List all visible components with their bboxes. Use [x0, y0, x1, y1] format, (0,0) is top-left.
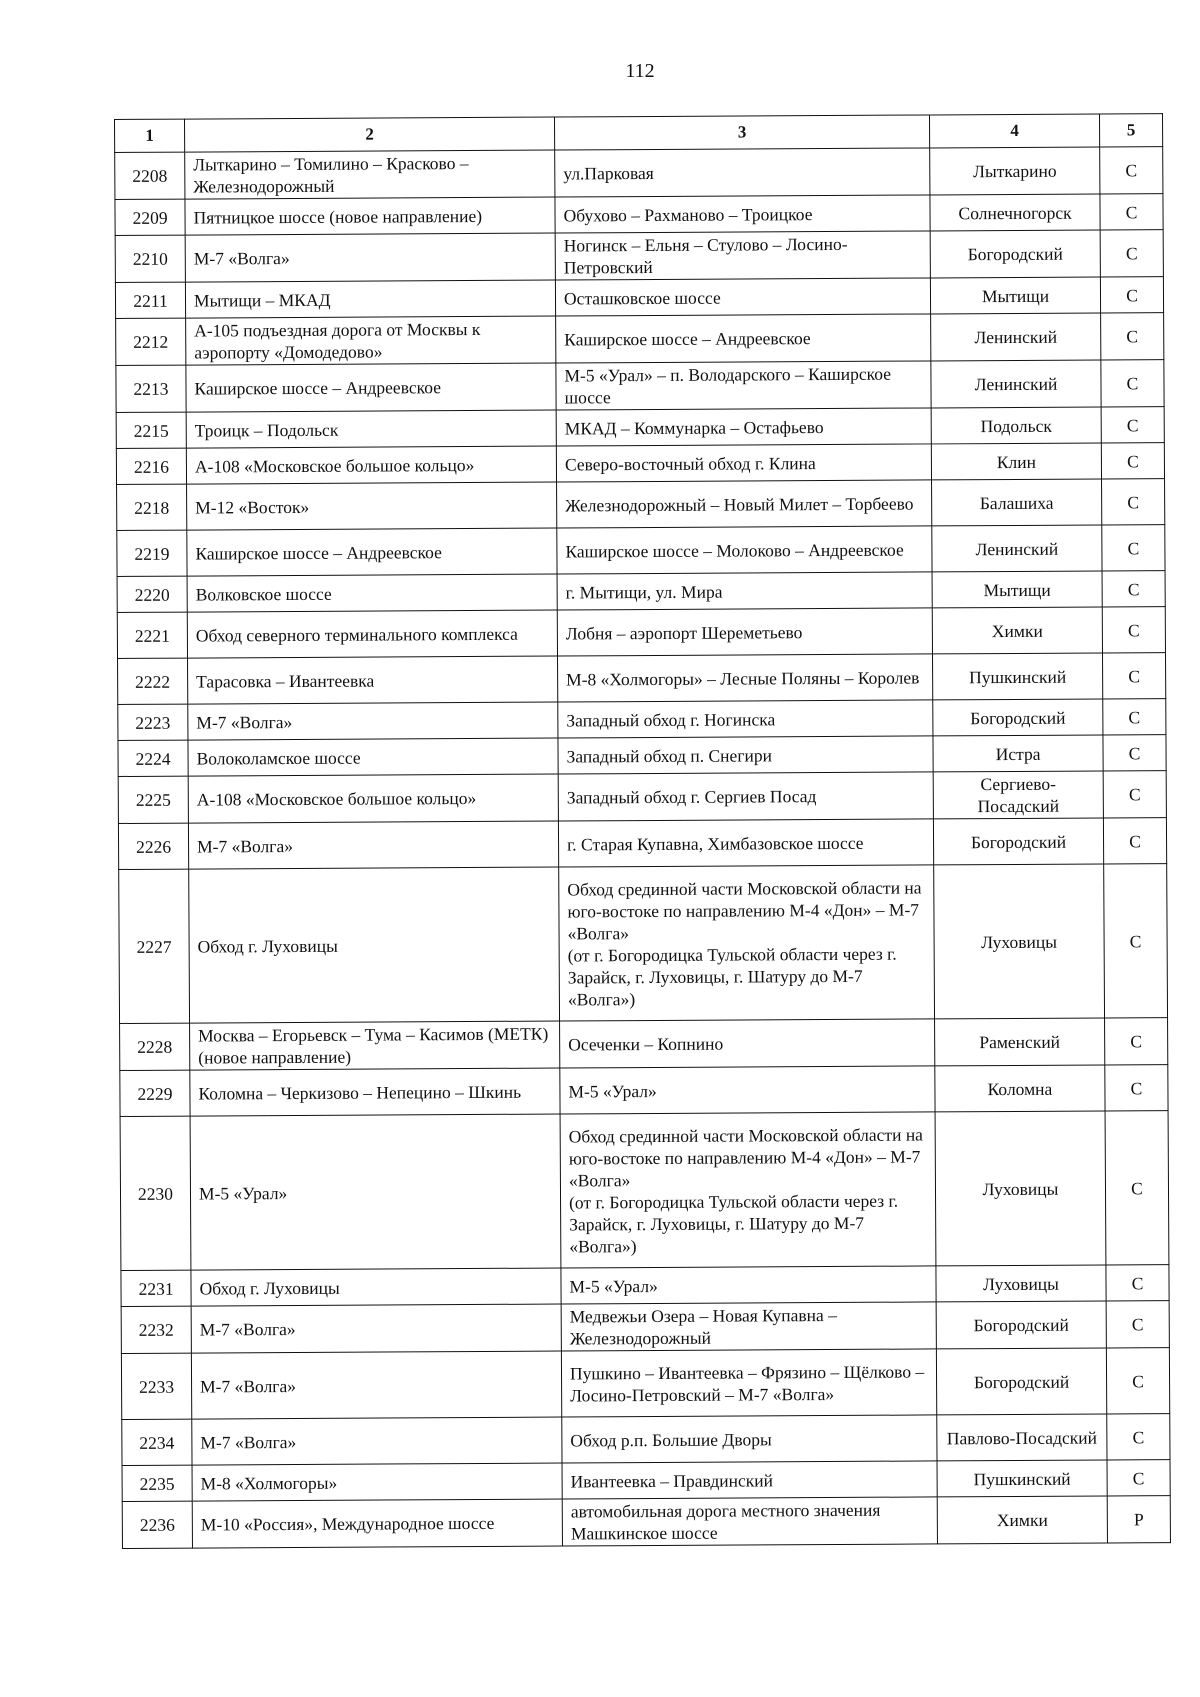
- row-section: Обход срединной части Московской области на юго-востоке по направлению М-4 «Дон» – М-7 «Волга» (от г. Богородицка Тульской области через г. Зарайск, г. Луховицы, г. Шатуру до М-7 «Волга»): [560, 1112, 936, 1268]
- row-district: Ленинский: [931, 360, 1101, 408]
- row-category: С: [1103, 771, 1166, 818]
- row-category: С: [1101, 443, 1164, 479]
- row-district: Сергиево-Посадский: [933, 771, 1103, 819]
- row-road: М-8 «Холмогоры»: [192, 1463, 562, 1501]
- table-row: [117, 571, 1165, 613]
- row-number: 2215: [116, 412, 186, 448]
- table-row: [116, 443, 1164, 485]
- row-road: А-108 «Московское большое кольцо»: [186, 446, 556, 484]
- row-district: Пушкинский: [937, 1460, 1107, 1497]
- table-row: [120, 1065, 1168, 1117]
- row-number: 2222: [118, 658, 188, 704]
- row-category: С: [1102, 479, 1165, 525]
- row-district: Богородский: [936, 1301, 1106, 1349]
- row-road: Волковское шоссе: [187, 574, 557, 612]
- row-category: С: [1105, 1111, 1169, 1265]
- table-row: [121, 1265, 1169, 1307]
- row-section: автомобильная дорога местного значения Машкинское шоссе: [562, 1497, 937, 1546]
- row-number: 2229: [120, 1070, 190, 1116]
- row-category: С: [1107, 1414, 1170, 1460]
- row-section: Обухово – Рахманово – Троицкое: [555, 195, 930, 233]
- row-district: Богородский: [930, 230, 1100, 278]
- row-road: М-7 «Волга»: [188, 702, 558, 740]
- row-category: С: [1106, 1301, 1169, 1348]
- row-section: М-5 «Урал»: [561, 1266, 936, 1304]
- row-category: С: [1105, 1065, 1168, 1111]
- row-road: А-105 подъездная дорога от Москвы к аэропорту «Домодедово»: [186, 316, 556, 365]
- row-number: 2209: [115, 199, 185, 235]
- roads-table: [114, 113, 1171, 1549]
- row-number: 2226: [118, 823, 188, 869]
- row-district: Ленинский: [931, 313, 1101, 361]
- row-road: Обход северного терминального комплекса: [187, 610, 557, 658]
- row-section: Западный обход г. Сергиев Посад: [558, 772, 933, 821]
- table-row: [121, 1301, 1169, 1354]
- table-row: [122, 1460, 1170, 1502]
- row-district: Химки: [937, 1496, 1107, 1544]
- row-district: Раменский: [935, 1018, 1105, 1066]
- table-row: [117, 479, 1165, 531]
- table-row: [115, 147, 1163, 200]
- row-category: С: [1102, 653, 1165, 699]
- row-category: С: [1107, 1460, 1170, 1496]
- row-category: С: [1104, 864, 1168, 1018]
- row-section: М-8 «Холмогоры» – Лесные Поляны – Королев: [558, 654, 933, 702]
- row-road: М-7 «Волга»: [191, 1304, 561, 1353]
- row-district: Богородский: [933, 818, 1103, 865]
- row-number: 2212: [116, 318, 186, 365]
- row-category: С: [1101, 360, 1164, 407]
- row-road: Каширское шоссе – Андреевское: [186, 363, 556, 412]
- table-row: [117, 525, 1165, 577]
- column-header-category: 5: [1099, 114, 1162, 147]
- table-row: [115, 194, 1163, 236]
- row-district: Луховицы: [934, 864, 1105, 1019]
- row-district: Павлово-Посадский: [937, 1414, 1107, 1461]
- row-number: 2221: [117, 612, 187, 658]
- row-section: Пушкино – Ивантеевка – Фрязино – Щёлково – Лосино-Петровский – М-7 «Волга»: [561, 1349, 936, 1417]
- row-number: 2235: [122, 1465, 192, 1501]
- table-row: [115, 230, 1163, 283]
- row-number: 2216: [116, 448, 186, 484]
- row-district: Истра: [933, 735, 1103, 772]
- row-category: С: [1103, 699, 1166, 735]
- row-district: Лыткарино: [930, 147, 1100, 195]
- row-district: Мытищи: [930, 277, 1100, 314]
- row-road: Каширское шоссе – Андреевское: [187, 528, 557, 576]
- row-district: Луховицы: [936, 1265, 1106, 1302]
- row-road: Волоколамское шоссе: [188, 738, 558, 776]
- row-section: Осташковское шоссе: [555, 278, 930, 316]
- row-category: С: [1103, 818, 1166, 864]
- row-district: Луховицы: [935, 1111, 1106, 1266]
- column-header-section: 3: [554, 115, 929, 150]
- table-row: [118, 818, 1166, 870]
- row-number: 2234: [122, 1419, 192, 1465]
- row-section: ул.Парковая: [555, 148, 930, 197]
- row-road: М-5 «Урал»: [190, 1114, 561, 1270]
- row-number: 2223: [118, 704, 188, 740]
- row-number: 2224: [118, 740, 188, 776]
- page-number: 112: [625, 60, 655, 82]
- row-category: С: [1101, 313, 1164, 360]
- row-number: 2236: [122, 1501, 192, 1548]
- table-row: [116, 407, 1164, 449]
- row-section: Медвежьи Озера – Новая Купавна – Железнодорожный: [561, 1302, 936, 1351]
- table-row: [118, 699, 1166, 741]
- row-category: С: [1101, 407, 1164, 443]
- row-road: Обход г. Луховицы: [191, 1268, 561, 1306]
- row-category: С: [1102, 525, 1165, 571]
- row-section: Западный обход п. Снегири: [558, 736, 933, 774]
- row-road: М-7 «Волга»: [188, 821, 558, 869]
- row-number: 2230: [120, 1116, 191, 1270]
- row-category: С: [1102, 607, 1165, 653]
- table-row: [122, 1414, 1170, 1466]
- table-row: [116, 313, 1164, 366]
- row-road: М-7 «Волга»: [191, 1351, 561, 1419]
- row-number: 2219: [117, 530, 187, 576]
- row-road: М-7 «Волга»: [185, 233, 555, 282]
- row-section: Западный обход г. Ногинска: [558, 700, 933, 738]
- row-category: С: [1100, 277, 1163, 313]
- row-category: С: [1105, 1018, 1168, 1065]
- table-row: [122, 1496, 1170, 1549]
- row-section: М-5 «Урал»: [560, 1066, 935, 1114]
- column-header-number: 1: [115, 119, 185, 152]
- row-number: 2213: [116, 365, 186, 412]
- row-section: г. Старая Купавна, Химбазовское шоссе: [558, 819, 933, 867]
- table-row: [120, 1018, 1168, 1071]
- table-row: [116, 360, 1164, 413]
- row-road: Коломна – Черкизово – Непецино – Шкинь: [190, 1068, 560, 1116]
- table-row: [115, 277, 1163, 319]
- row-section: Железнодорожный – Новый Милет – Торбеево: [557, 480, 932, 528]
- row-district: Подольск: [931, 407, 1101, 444]
- row-district: Ленинский: [932, 525, 1102, 572]
- row-number: 2225: [118, 776, 188, 823]
- row-district: Коломна: [935, 1065, 1105, 1112]
- row-section: Каширское шоссе – Молоково – Андреевское: [557, 526, 932, 574]
- table-row: [119, 864, 1168, 1024]
- row-number: 2228: [120, 1023, 190, 1070]
- row-category: С: [1102, 571, 1165, 607]
- table-row: [118, 771, 1166, 824]
- row-category: Р: [1107, 1496, 1170, 1543]
- row-district: Балашиха: [932, 479, 1102, 526]
- row-number: 2231: [121, 1270, 191, 1306]
- column-header-district: 4: [929, 114, 1099, 148]
- row-category: С: [1106, 1348, 1169, 1414]
- table-row: [121, 1348, 1169, 1420]
- row-number: 2211: [115, 282, 185, 318]
- row-section: Каширское шоссе – Андреевское: [556, 314, 931, 363]
- row-road: Мытищи – МКАД: [185, 280, 555, 318]
- row-number: 2232: [121, 1306, 191, 1353]
- row-road: Троицк – Подольск: [186, 410, 556, 448]
- row-road: Обход г. Луховицы: [189, 867, 560, 1023]
- row-district: Солнечногорск: [930, 194, 1100, 231]
- table-body: [115, 147, 1171, 1549]
- row-number: 2233: [121, 1353, 191, 1419]
- row-section: Осеченки – Копнино: [560, 1019, 935, 1068]
- row-category: С: [1106, 1265, 1169, 1301]
- row-district: Клин: [931, 443, 1101, 480]
- row-number: 2208: [115, 152, 185, 199]
- row-section: М-5 «Урал» – п. Володарского – Каширское шоссе: [556, 361, 931, 410]
- row-number: 2227: [119, 869, 190, 1023]
- table-row: [120, 1111, 1169, 1271]
- row-road: Тарасовка – Ивантеевка: [188, 656, 558, 704]
- row-section: Обход р.п. Большие Дворы: [562, 1415, 937, 1463]
- row-section: г. Мытищи, ул. Мира: [557, 572, 932, 610]
- row-section: Лобня – аэропорт Шереметьево: [557, 608, 932, 656]
- column-header-road: 2: [185, 117, 555, 152]
- row-district: Мытищи: [932, 571, 1102, 608]
- row-road: Москва – Егорьевск – Тума – Касимов (МЕТК) (новое направление): [190, 1021, 560, 1070]
- row-category: С: [1100, 147, 1163, 194]
- row-category: С: [1103, 735, 1166, 771]
- row-category: С: [1100, 230, 1163, 277]
- row-road: Лыткарино – Томилино – Красково – Железнодорожный: [185, 150, 555, 199]
- row-section: Ногинск – Ельня – Стулово – Лосино-Петровский: [555, 231, 930, 280]
- row-district: Химки: [932, 607, 1102, 654]
- table-row: [118, 653, 1166, 705]
- table-row: [117, 607, 1165, 659]
- row-road: М-7 «Волга»: [192, 1417, 562, 1465]
- row-district: Богородский: [936, 1348, 1106, 1415]
- table-row: [118, 735, 1166, 777]
- row-section: Обход срединной части Московской области на юго-востоке по направлению М-4 «Дон» – М-7 «Волга» (от г. Богородицка Тульской области через г. Зарайск, г. Луховицы, г. Шатуру до М-7 «Волга»): [559, 865, 935, 1021]
- row-category: С: [1100, 194, 1163, 230]
- row-road: М-12 «Восток»: [187, 482, 557, 530]
- row-section: Северо-восточный обход г. Клина: [556, 444, 931, 482]
- row-section: МКАД – Коммунарка – Остафьево: [556, 408, 931, 446]
- row-number: 2210: [115, 235, 185, 282]
- row-number: 2220: [117, 576, 187, 612]
- row-district: Богородский: [933, 699, 1103, 736]
- row-road: А-108 «Московское большое кольцо»: [188, 774, 558, 823]
- row-number: 2218: [117, 484, 187, 530]
- row-road: М-10 «Россия», Международное шоссе: [192, 1499, 562, 1548]
- row-section: Ивантеевка – Правдинский: [562, 1461, 937, 1499]
- row-district: Пушкинский: [933, 653, 1103, 700]
- row-road: Пятницкое шоссе (новое направление): [185, 197, 555, 235]
